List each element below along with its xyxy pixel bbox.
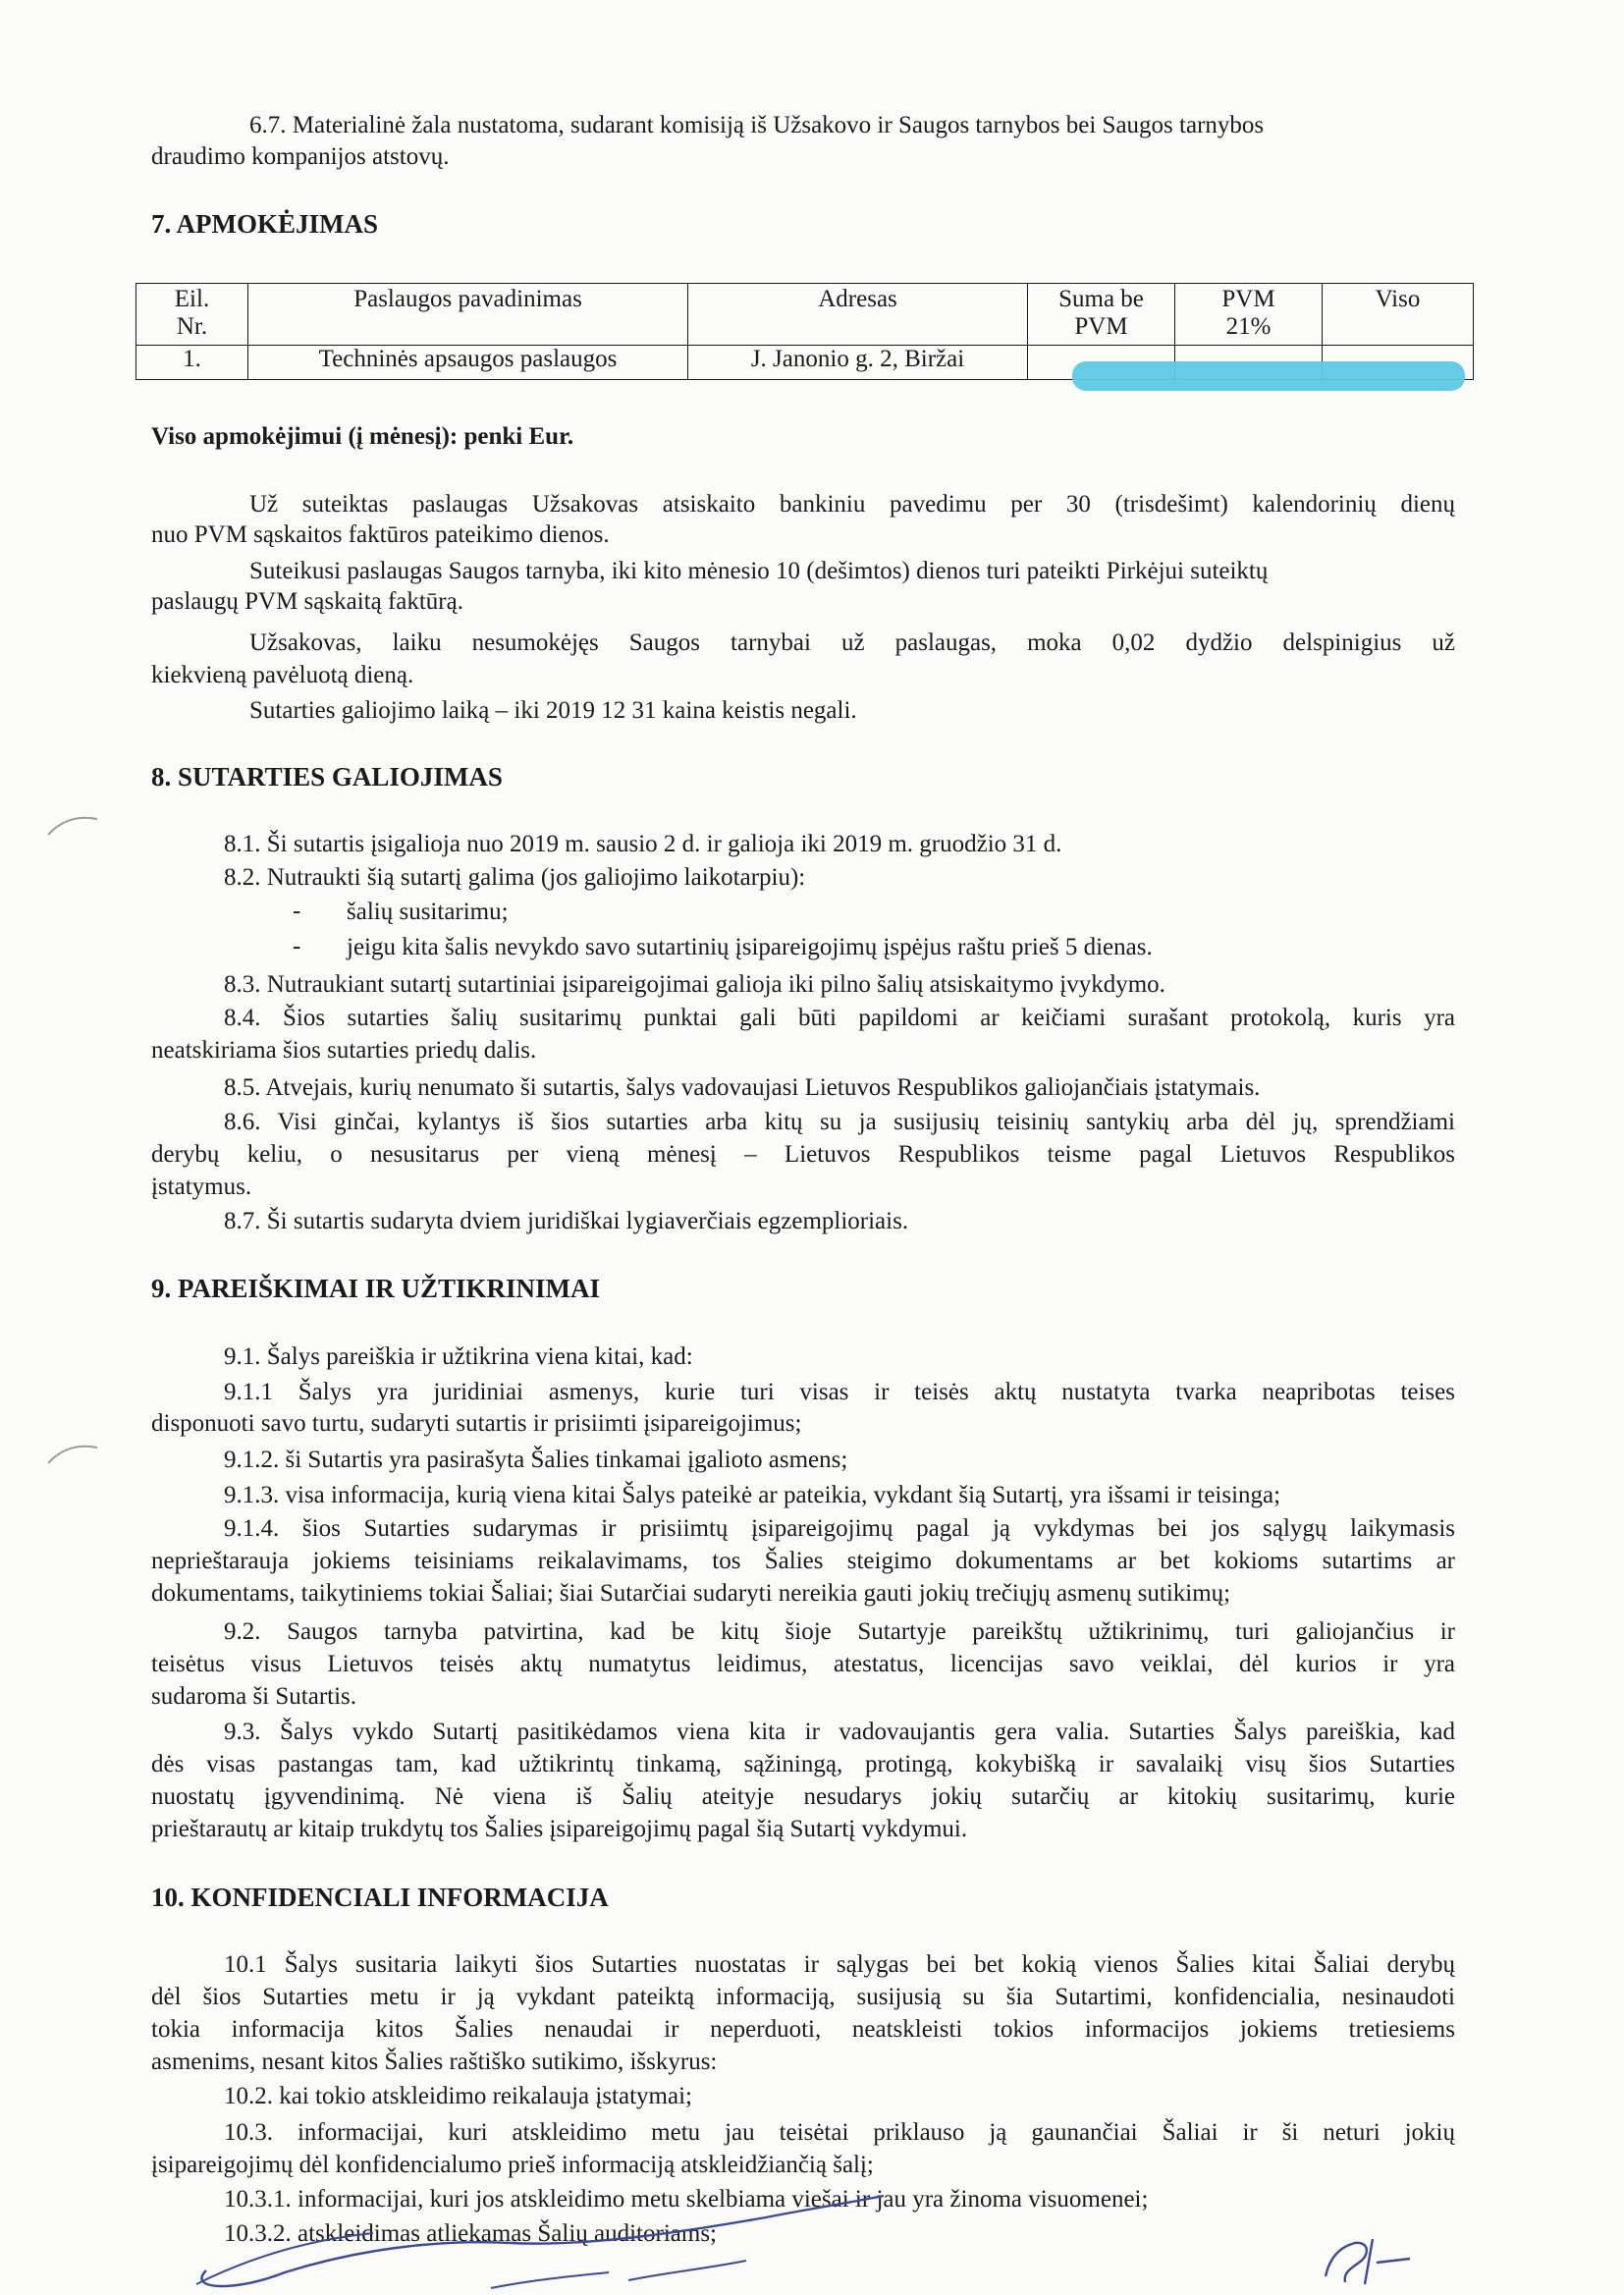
clause-10-2: 10.2. kai tokio atskleidimo reikalauja įstatymai; [224, 2083, 692, 2109]
clause-9-1-4-line1: 9.1.4. šios Sutarties sudarymas ir prisiimtų įsipareigojimų pagal ją vykdymas bei jos sąlygų laikymasis [224, 1515, 1455, 1542]
cell-address: J. Janonio g. 2, Biržai [688, 346, 1028, 380]
col-header-nr: Eil. Nr. [136, 284, 248, 346]
clause-8-6-line1: 8.6. Visi ginčai, kylantys iš šios sutarties arba kitų su ja susijusių teisinių santykių arba dėl jų, sprendžiami [224, 1109, 1455, 1135]
clause-9-3-line3: nuostatų įgyvendinimą. Nė viena iš Šalių ateityje nesudarys jokių sutarčių ar kitokių susitarimų, kurie [151, 1783, 1455, 1810]
signature-scribble [177, 2182, 923, 2295]
col-header-service: Paslaugos pavadinimas [248, 284, 688, 346]
punch-hole-arc [43, 807, 102, 847]
clause-9-1-4-line3: dokumentams, taikytiniems tokiai Šaliai; šiai Sutarčiai sudaryti nereikia gauti jokių trečiųjų asmenų sutikimų; [151, 1580, 1231, 1607]
clause-8-4-line2: neatskiriama šios sutarties priedų dalis. [151, 1037, 537, 1064]
clause-9-3-line4: prieštarautų ar kitaip trukdytų tos Šalies įsipareigojimų pagal šią Sutartį vykdymui. [151, 1816, 968, 1842]
clause-9-1: 9.1. Šalys pareiškia ir užtikrina viena kitai, kad: [224, 1343, 693, 1370]
clause-9-3-line2: dės visas pastangas tam, kad užtikrintų tinkamą, sąžiningą, protingą, kokybišką ir savalaikį visų šios Sutarties [151, 1751, 1455, 1777]
clause-8-3: 8.3. Nutraukiant sutartį sutartiniai įsipareigojimai galioja iki pilno šalių atsiskaitymo įvykdymo. [224, 971, 1165, 998]
clause-9-1-1-line1: 9.1.1 Šalys yra juridiniai asmenys, kurie turi visas ir teisės aktų nustatyta tvarka neapribotas teises [224, 1379, 1455, 1405]
cell-service: Techninės apsaugos paslaugos [248, 346, 688, 380]
clause-8-2-item2: jeigu kita šalis nevykdo savo sutartinių įsipareigojimų įspėjus raštu prieš 5 dienas. [347, 934, 1153, 960]
payment-para2-line1: Suteikusi paslaugas Saugos tarnyba, iki kito mėnesio 10 (dešimtos) dienos turi pateikti Pirkėjui suteiktų [249, 558, 1269, 584]
cell-nr: 1. [136, 346, 248, 380]
clause-10-1-line1: 10.1 Šalys susitaria laikyti šios Sutarties nuostatas ir sąlygas bei bet kokią vienos Šalies kitai Šaliai derybų [224, 1951, 1455, 1978]
payment-para3-line2: kiekvieną pavėluotą dieną. [151, 662, 414, 688]
clause-10-3-line2: įsipareigojimų dėl konfidencialumo prieš informaciją atskleidžiančią šalį; [151, 2152, 874, 2178]
clause-9-1-2: 9.1.2. ši Sutartis yra pasirašyta Šalies tinkamai įgalioto asmens; [224, 1447, 848, 1473]
redaction-mark [1072, 361, 1465, 391]
clause-9-1-3: 9.1.3. visa informacija, kurią viena kitai Šalys pateikė ar pateikia, vykdant šią Sutartį, yra išsami ir teisinga; [224, 1482, 1281, 1508]
section-8-heading: 8. SUTARTIES GALIOJIMAS [151, 762, 503, 792]
payment-para3-line1: Užsakovas, laiku nesumokėjęs Saugos tarnybai už paslaugas, moka 0,02 dydžio delspinigius už [249, 629, 1455, 656]
punch-hole-arc [43, 1436, 102, 1475]
clause-6-7-line1: 6.7. Materialinė žala nustatoma, sudarant komisiją iš Užsakovo ir Saugos tarnybos bei Saugos tarnybos [249, 112, 1265, 138]
payment-total-label: Viso apmokėjimui (į mėnesį): penki Eur. [151, 423, 574, 450]
clause-8-4-line1: 8.4. Šios sutarties šalių susitarimų punktai gali būti papildomi ar keičiami surašant protokolą, kuris yra [224, 1005, 1455, 1031]
bullet-dash: - [293, 898, 301, 924]
clause-10-3-2: 10.3.2. atskleidimas atliekamas Šalių auditoriams; [224, 2220, 717, 2247]
clause-9-3-line1: 9.3. Šalys vykdo Sutartį pasitikėdamos viena kita ir vadovaujantis gera valia. Sutarties Šalys pareiškia, kad [224, 1719, 1455, 1745]
clause-8-2-item1: šalių susitarimu; [347, 899, 509, 925]
table-header-row [136, 284, 1474, 346]
clause-9-2-line2: teisėtus visus Lietuvos teisės aktų numatytus leidimus, atestatus, licencijas savo veiklai, dėl kurios ir yra [151, 1651, 1455, 1677]
clause-10-3-line1: 10.3. informacijai, kuri atskleidimo metu jau teisėtai priklauso ją gaunančiai Šaliai ir ši neturi jokių [224, 2119, 1455, 2146]
section-7-heading: 7. APMOKĖJIMAS [151, 209, 379, 239]
payment-para1-line1: Už suteiktas paslaugas Užsakovas atsiskaito bankiniu pavedimu per 30 (trisdešimt) kalendorinių dienų [249, 491, 1455, 518]
clause-8-1: 8.1. Ši sutartis įsigalioja nuo 2019 m. sausio 2 d. ir galioja iki 2019 m. gruodžio 31 d. [224, 831, 1062, 857]
clause-9-1-1-line2: disponuoti savo turtu, sudaryti sutartis ir prisiimti įsipareigojimus; [151, 1410, 802, 1437]
clause-8-7: 8.7. Ši sutartis sudaryta dviem juridiškai lygiaverčiais egzemplioriais. [224, 1208, 909, 1234]
col-header-sum: Suma be PVM [1028, 284, 1175, 346]
col-header-total: Viso [1323, 284, 1474, 346]
clause-8-2: 8.2. Nutraukti šią sutartį galima (jos galiojimo laikotarpiu): [224, 864, 806, 891]
section-10-heading: 10. KONFIDENCIALI INFORMACIJA [151, 1883, 609, 1912]
clause-10-1-line4: asmenims, nesant kitos Šalies raštiško sutikimo, išskyrus: [151, 2049, 718, 2075]
clause-10-1-line3: tokia informacija kitos Šalies nenaudai ir neperduoti, neatskleisti tokios informacijos jokiems tretiesiems [151, 2016, 1455, 2043]
payment-para4: Sutarties galiojimo laiką – iki 2019 12 31 kaina keistis negali. [249, 697, 857, 724]
col-header-address: Adresas [688, 284, 1028, 346]
clause-9-2-line3: sudaroma ši Sutartis. [151, 1683, 357, 1710]
bullet-dash: - [293, 933, 301, 959]
payment-para1-line2: nuo PVM sąskaitos faktūros pateikimo dienos. [151, 521, 610, 548]
clause-10-3-1: 10.3.1. informacijai, kuri jos atskleidimo metu skelbiama viešai ir jau yra žinoma visuomenei; [224, 2186, 1149, 2213]
clause-9-2-line1: 9.2. Saugos tarnyba patvirtina, kad be kitų šioje Sutartyje pareikštų užtikrinimų, turi galiojančius ir [224, 1618, 1455, 1645]
col-header-vat: PVM 21% [1175, 284, 1323, 346]
clause-8-6-line3: įstatymus. [151, 1174, 252, 1200]
payment-para2-line2: paslaugų PVM sąskaitą faktūrą. [151, 588, 463, 615]
clause-10-1-line2: dėl šios Sutarties metu ir ją vykdant pateiktą informaciją, susijusią su šia Sutartimi, konfidencialia, nesinaudoti [151, 1984, 1455, 2010]
clause-8-6-line2: derybų keliu, o nesusitarus per vieną mėnesį – Lietuvos Respublikos teisme pagal Lietuvos Respublikos [151, 1141, 1455, 1168]
clause-8-5: 8.5. Atvejais, kurių nenumato ši sutartis, šalys vadovaujasi Lietuvos Respublikos galiojančiais įstatymais. [224, 1074, 1261, 1101]
initials-signature [1316, 2229, 1424, 2292]
clause-9-1-4-line2: neprieštarauja jokiems teisiniams reikalavimams, tos Šalies steigimo dokumentams ar bet kokioms sutartims ar [151, 1548, 1455, 1574]
clause-6-7-line2: draudimo kompanijos atstovų. [151, 143, 450, 170]
section-9-heading: 9. PAREIŠKIMAI IR UŽTIKRINIMAI [151, 1274, 601, 1303]
